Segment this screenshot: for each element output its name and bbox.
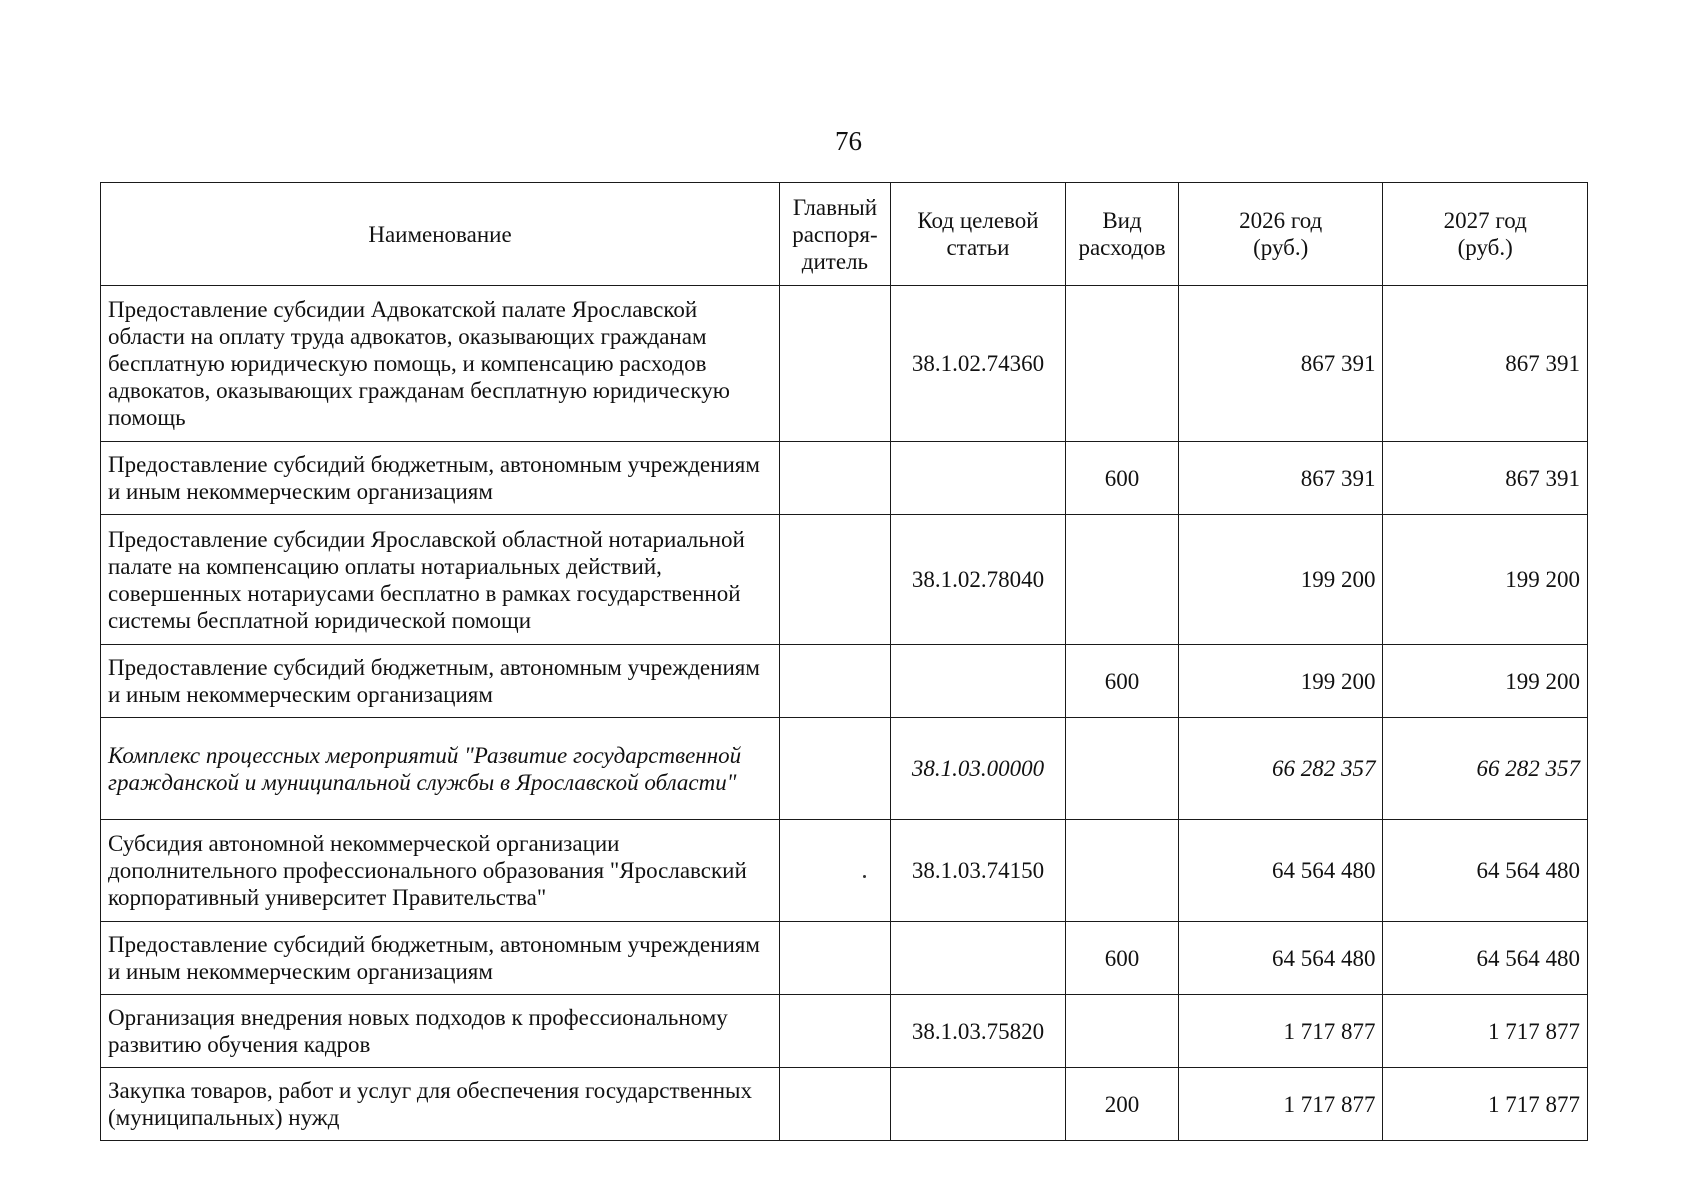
row-amount-2026: 1 717 877 [1178, 1068, 1383, 1141]
row-name: Закупка товаров, работ и услуг для обеспечения государственных (муниципальных) нужд [101, 1068, 780, 1141]
table-row [101, 515, 1588, 645]
row-expense-type: 600 [1066, 922, 1179, 995]
row-amount-2027: 867 391 [1383, 286, 1588, 442]
row-expense-type: 200 [1066, 1068, 1179, 1141]
row-main-manager [780, 286, 891, 442]
row-name: Предоставление субсидии Адвокатской палате Ярославской области на оплату труда адвокатов, оказывающих гражданам бесплатную юридическую помощь, и компенсацию расходов адвокатов, оказывающих гражданам бесплатную юридическую помощь [101, 286, 780, 442]
row-amount-2027: 199 200 [1383, 645, 1588, 718]
header-name: Наименование [101, 183, 780, 286]
table-row [101, 645, 1588, 718]
header-year-2026: 2026 год (руб.) [1178, 183, 1383, 286]
row-expense-type [1066, 515, 1179, 645]
row-expense-type: 600 [1066, 442, 1179, 515]
row-main-manager [780, 820, 891, 922]
row-amount-2027: 1 717 877 [1383, 995, 1588, 1068]
table-row [101, 995, 1588, 1068]
row-main-manager [780, 922, 891, 995]
row-amount-2026: 867 391 [1178, 442, 1383, 515]
row-target-code [890, 922, 1065, 995]
row-expense-type [1066, 286, 1179, 442]
row-amount-2027: 64 564 480 [1383, 820, 1588, 922]
header-expense-type: Вид расходов [1066, 183, 1179, 286]
row-amount-2027: 64 564 480 [1383, 922, 1588, 995]
row-amount-2026: 1 717 877 [1178, 995, 1383, 1068]
row-name: Организация внедрения новых подходов к профессиональному развитию обучения кадров [101, 995, 780, 1068]
row-target-code: 38.1.03.74150 [890, 820, 1065, 922]
page-number: 76 [835, 126, 862, 156]
budget-table [100, 182, 1588, 1141]
row-expense-type [1066, 995, 1179, 1068]
row-name: Субсидия автономной некоммерческой организации дополнительного профессионального образования "Ярославский корпоративный университет Правительства" [101, 820, 780, 922]
row-amount-2026: 64 564 480 [1178, 820, 1383, 922]
table-row [101, 1068, 1588, 1141]
header-year-2027: 2027 год (руб.) [1383, 183, 1588, 286]
table-row [101, 922, 1588, 995]
row-amount-2027: 867 391 [1383, 442, 1588, 515]
row-name: Предоставление субсидий бюджетным, автономным учреждениям и иным некоммерческим организациям [101, 922, 780, 995]
row-amount-2026: 64 564 480 [1178, 922, 1383, 995]
table-row-program-complex [101, 718, 1588, 820]
row-name: Комплекс процессных мероприятий "Развитие государственной гражданской и муниципальной службы в Ярославской области" [101, 718, 780, 820]
row-amount-2027: 66 282 357 [1383, 718, 1588, 820]
row-amount-2026: 199 200 [1178, 645, 1383, 718]
row-target-code: 38.1.02.74360 [890, 286, 1065, 442]
row-main-manager [780, 645, 891, 718]
row-target-code: 38.1.03.75820 [890, 995, 1065, 1068]
row-target-code: 38.1.02.78040 [890, 515, 1065, 645]
row-amount-2026: 867 391 [1178, 286, 1383, 442]
table-header-row [101, 183, 1588, 286]
table-row [101, 442, 1588, 515]
row-expense-type: 600 [1066, 645, 1179, 718]
row-target-code [890, 1068, 1065, 1141]
table-row [101, 286, 1588, 442]
table-row [101, 820, 1588, 922]
row-target-code [890, 645, 1065, 718]
row-amount-2026: 199 200 [1178, 515, 1383, 645]
row-main-manager [780, 1068, 891, 1141]
row-name: Предоставление субсидий бюджетным, автономным учреждениям и иным некоммерческим организациям [101, 442, 780, 515]
row-amount-2026: 66 282 357 [1178, 718, 1383, 820]
row-name: Предоставление субсидий бюджетным, автономным учреждениям и иным некоммерческим организациям [101, 645, 780, 718]
row-target-code: 38.1.03.00000 [890, 718, 1065, 820]
row-name: Предоставление субсидии Ярославской областной нотариальной палате на компенсацию оплаты нотариальных действий, совершенных нотариусами бесплатно в рамках государственной системы бесплатной юридической помощи [101, 515, 780, 645]
row-main-manager [780, 995, 891, 1068]
row-expense-type [1066, 718, 1179, 820]
row-main-manager [780, 442, 891, 515]
stray-dot-mark [863, 875, 866, 878]
row-main-manager [780, 515, 891, 645]
row-main-manager [780, 718, 891, 820]
row-amount-2027: 199 200 [1383, 515, 1588, 645]
row-target-code [890, 442, 1065, 515]
row-expense-type [1066, 820, 1179, 922]
header-target-code: Код целевой статьи [890, 183, 1065, 286]
row-amount-2027: 1 717 877 [1383, 1068, 1588, 1141]
header-main-manager: Главный распоря- дитель [780, 183, 891, 286]
